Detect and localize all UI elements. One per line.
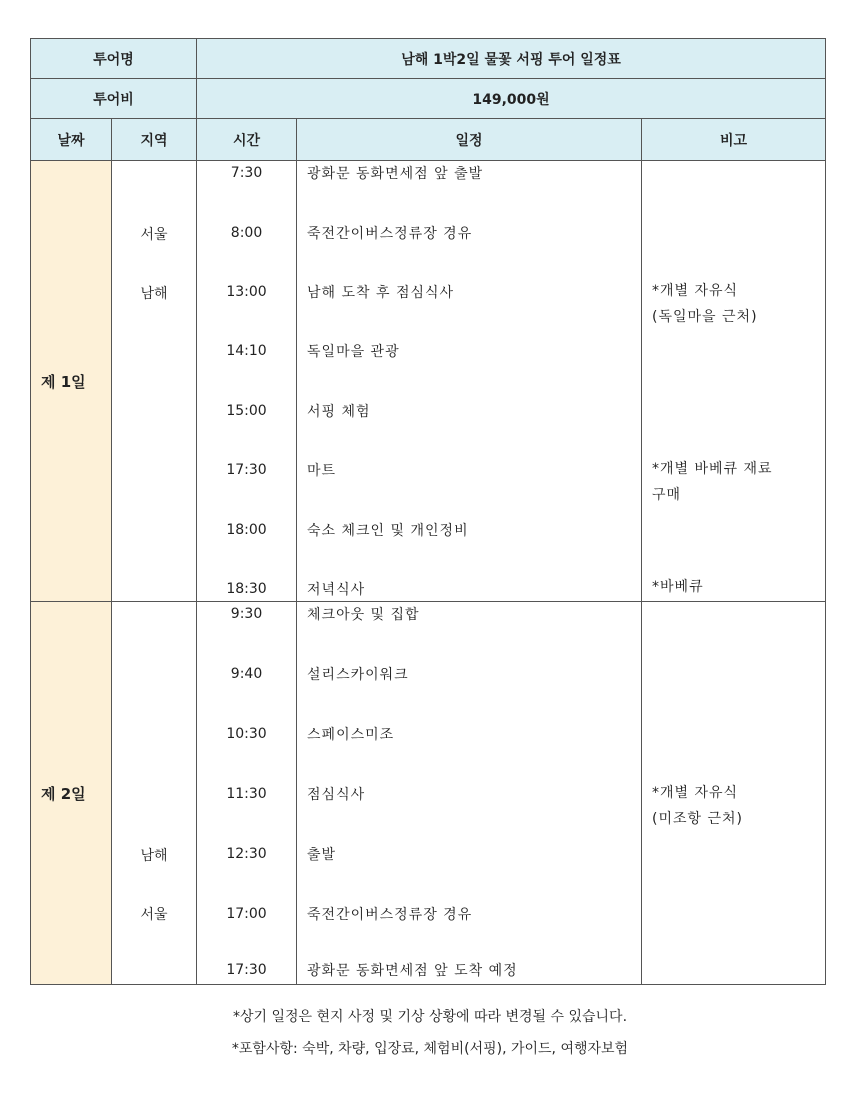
day2-region-2: 서울 bbox=[140, 907, 168, 923]
day2-schedule-6: 죽전간이버스정류장 경유 bbox=[307, 907, 473, 923]
day1-region-cell bbox=[112, 161, 197, 602]
day2-time-5: 12:30 bbox=[226, 846, 267, 862]
day1-schedule-2: 죽전간이버스정류장 경유 bbox=[307, 226, 473, 242]
col-header-schedule: 일정 bbox=[297, 119, 642, 161]
day2-time-cell bbox=[197, 602, 297, 985]
footer-note-2: *포함사항: 숙박, 차량, 입장료, 체험비(서핑), 가이드, 여행자보험 bbox=[231, 1041, 629, 1057]
tour-price-label: 투어비 bbox=[31, 79, 197, 119]
day2-schedule-4: 점심식사 bbox=[307, 787, 366, 803]
footer-note-1: *상기 일정은 현지 사정 및 기상 상황에 따라 변경될 수 있습니다. bbox=[232, 1009, 628, 1025]
day1-region-1: 서울 bbox=[140, 227, 168, 243]
day1-time-8: 18:30 bbox=[226, 581, 267, 597]
day1-row bbox=[31, 161, 826, 602]
day1-schedule-cell bbox=[297, 161, 642, 602]
itinerary-table bbox=[30, 38, 826, 985]
day2-schedule-7: 광화문 동화면세점 앞 도착 예정 bbox=[307, 963, 518, 979]
day1-note-3 bbox=[652, 574, 704, 600]
day2-schedule-1: 체크아웃 및 집합 bbox=[307, 607, 420, 623]
day2-time-2: 9:40 bbox=[230, 666, 263, 682]
tour-name-row bbox=[31, 39, 826, 79]
tour-price-row bbox=[31, 79, 826, 119]
tour-name-value: 남해 1박2일 물꽃 서핑 투어 일정표 bbox=[197, 39, 826, 79]
day2-time-7: 17:30 bbox=[226, 962, 267, 978]
day1-time-3: 13:00 bbox=[226, 284, 267, 300]
day1-note-1 bbox=[652, 278, 758, 330]
day1-label: 제 1일 bbox=[31, 161, 112, 602]
day1-schedule-1: 광화문 동화면세점 앞 출발 bbox=[307, 166, 484, 182]
day1-schedule-5: 서핑 체험 bbox=[307, 404, 371, 420]
day2-row bbox=[31, 602, 826, 985]
col-header-date: 날짜 bbox=[31, 119, 112, 161]
day2-region-1: 남해 bbox=[140, 848, 168, 864]
day2-time-3: 10:30 bbox=[226, 726, 267, 742]
day2-time-6: 17:00 bbox=[226, 906, 267, 922]
day2-time-1: 9:30 bbox=[230, 606, 263, 622]
day1-schedule-4: 독일마을 관광 bbox=[307, 344, 400, 360]
day1-note-cell bbox=[642, 161, 826, 602]
day1-time-2: 8:00 bbox=[230, 225, 263, 241]
day1-schedule-6: 마트 bbox=[307, 463, 337, 479]
day1-time-6: 17:30 bbox=[226, 462, 267, 478]
itinerary-sheet bbox=[30, 38, 825, 985]
col-header-time: 시간 bbox=[197, 119, 297, 161]
day1-time-1: 7:30 bbox=[230, 165, 263, 181]
day2-schedule-3: 스페이스미조 bbox=[307, 727, 395, 743]
day2-label: 제 2일 bbox=[31, 602, 112, 985]
day1-schedule-8: 저녁식사 bbox=[307, 582, 366, 598]
column-header-row bbox=[31, 119, 826, 161]
day1-time-4: 14:10 bbox=[226, 343, 267, 359]
day2-schedule-2: 설리스카이워크 bbox=[307, 667, 409, 683]
day2-note-1 bbox=[652, 780, 743, 832]
day1-note-1-line-2: (독일마을 근처) bbox=[652, 309, 758, 325]
day1-note-2 bbox=[652, 456, 773, 508]
day1-schedule-3: 남해 도착 후 점심식사 bbox=[307, 285, 455, 301]
day2-region-cell bbox=[112, 602, 197, 985]
day1-schedule-7: 숙소 체크인 및 개인정비 bbox=[307, 523, 469, 539]
day2-schedule-cell bbox=[297, 602, 642, 985]
day2-note-cell bbox=[642, 602, 826, 985]
day1-time-7: 18:00 bbox=[226, 522, 267, 538]
day1-region-2: 남해 bbox=[140, 286, 168, 302]
day2-note-1-line-1: *개별 자유식 bbox=[652, 785, 739, 801]
tour-price-value: 149,000원 bbox=[197, 79, 826, 119]
day2-schedule-5: 출발 bbox=[307, 847, 337, 863]
day2-time-4: 11:30 bbox=[226, 786, 267, 802]
day1-note-1-line-1: *개별 자유식 bbox=[652, 283, 739, 299]
day2-note-1-line-2: (미조항 근처) bbox=[652, 811, 744, 827]
day1-note-2-line-2: 구매 bbox=[652, 487, 682, 503]
day1-note-2-line-1: *개별 바베큐 재료 bbox=[652, 461, 773, 477]
col-header-region: 지역 bbox=[112, 119, 197, 161]
day1-note-3-line-1: *바베큐 bbox=[652, 579, 704, 595]
day1-time-5: 15:00 bbox=[226, 403, 267, 419]
day1-time-cell bbox=[197, 161, 297, 602]
col-header-note: 비고 bbox=[642, 119, 826, 161]
tour-name-label: 투어명 bbox=[31, 39, 197, 79]
